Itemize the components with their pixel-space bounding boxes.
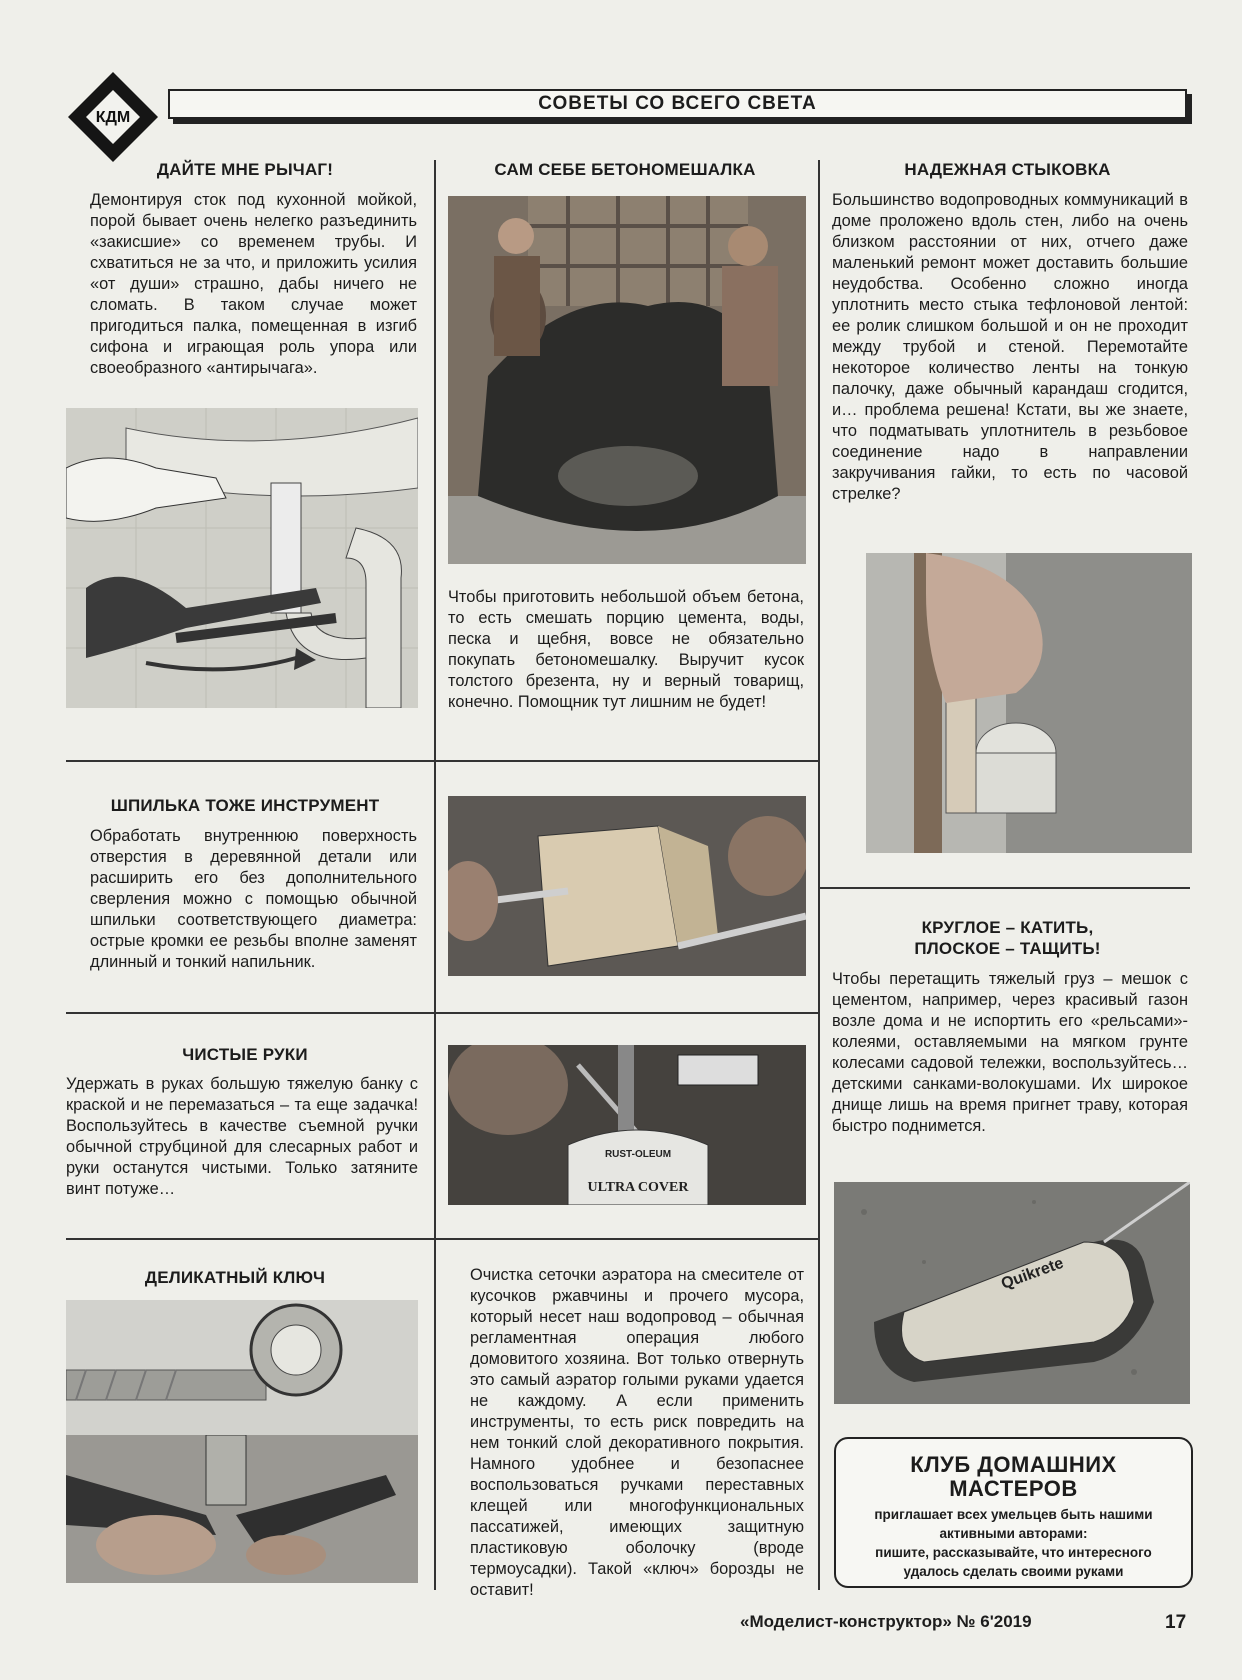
club-text-line3: пишите, рассказывайте, что интересного [875,1545,1152,1560]
club-text-line1: приглашает всех умельцев быть нашими [874,1507,1153,1522]
divider-rule [66,760,818,762]
article-title-clean-hands: ЧИСТЫЕ РУКИ [182,1045,308,1064]
paint-can-line: ULTRA COVER [587,1180,689,1195]
divider-rule [818,887,1190,889]
concrete-mixing-photo [448,196,806,564]
column-divider-right [818,160,820,1590]
club-promo-box [834,1437,1193,1588]
pliers-aerator-photo [66,1435,418,1583]
club-title-line1: КЛУБ ДОМАШНИХ [910,1452,1117,1477]
article-body-sled: Чтобы перетащить тяжелый груз – мешок с цементом, например, через красивый газон возле дома и не испортить его «рельсами»-колеями, оставляемыми на мягком грунте колесами садовой тележки, воспользуйтесь… детскими санками-волокушами. Их широкое днище лишь на время пригнет траву, которая быстро поднимется. [832,970,1188,1135]
article-body-joint: Большинство водопроводных коммуникаций в доме проложено вдоль стен, либо на очень близком расстоянии от них, отчего даже маленький ремонт может доставить большие неудобства. Особенно сложно иногда уплотнить место стыка тефлоновой лентой: ее ролик слишком большой и он не проходит между трубой и стеной. Перемотайте некоторое количество ленты на тонкую палочку, даже обычный карандаш сгодится, и… проблема решена! Кстати, вы же знаете, что подматывать уплотнитель в резьбовое соединение надо в направлении закручивания гайки, то есть по часовой стрелке? [832,191,1188,503]
bag-brand: Quikrete [999,1254,1066,1293]
article-title-stud: ШПИЛЬКА ТОЖЕ ИНСТРУМЕНТ [110,796,380,815]
article-title-lever: ДАЙТЕ МНЕ РЫЧАГ! [156,160,334,179]
paint-can-brand: RUST-OLEUM [604,1149,672,1160]
logo [66,70,160,164]
article-title-joint: НАДЕЖНАЯ СТЫКОВКА [904,160,1111,179]
teflon-tape-photo [866,553,1192,853]
club-text-line4: удалось сделать своими руками [903,1564,1124,1579]
section-title: СОВЕТЫ СО ВСЕГО СВЕТА [538,93,817,114]
club-text-line2: активными авторами: [939,1526,1088,1541]
article-title-sled-1: КРУГЛОЕ – КАТИТЬ, [921,918,1094,937]
logo-text: КДМ [95,109,131,126]
section-header [168,89,1187,119]
aerator-nozzle-photo [66,1300,418,1435]
threaded-rod-photo [448,796,806,976]
article-title-key: ДЕЛИКАТНЫЙ КЛЮЧ [144,1268,326,1287]
column-divider-left [434,160,436,1590]
sink-siphon-illustration [66,408,418,708]
article-body-concrete: Чтобы приготовить небольшой объем бетона, то есть смешать порцию цемента, воды, песка и щебня, вовсе не обязательно покупать бетономешалку. Выручит кусок толстого брезента, ну и верный товарищ, конечно. Помощник тут лишним не будет! [448,588,804,711]
article-body-lever: Демонтируя сток под кухонной мойкой, порой бывает очень нелегко разъединить «закисшие» со временем трубы. И схватиться не за что, и приложить усилия «от души» страшно, дабы ничего не сломать. В таком случае может пригодиться палка, помещенная в изгиб сифона и играющая роль упора или своеобразного «антирычага». [90,191,417,377]
divider-rule [66,1238,818,1240]
footer-magazine: «Моделист-конструктор» № 6'2019 [740,1612,1032,1631]
article-title-sled-2: ПЛОСКОЕ – ТАЩИТЬ! [914,939,1101,958]
sled-cement-bag-photo [834,1182,1190,1404]
paint-can-clamp-photo [448,1045,806,1205]
divider-rule [66,1012,818,1014]
club-title-line2: МАСТЕРОВ [949,1476,1078,1501]
article-body-key: Очистка сеточки аэратора на смесителе от кусочков ржавчины и прочего мусора, который несет наш водопровод – обычная регламентная операция любого домовитого хозяина. Вот только отвернуть это самый аэратор голыми руками удается не каждому. А если применить инструменты, то есть риск повредить на нем тонкий слой декоративного покрытия. Намного удобнее и безопаснее воспользоваться ручками переставных клещей или многофункциональных пассатижей, имеющих защитную пластиковую оболочку (вроде термоусадки). Такой «ключ» борозды не оставит! [470,1266,804,1599]
article-title-concrete: САМ СЕБЕ БЕТОНОМЕШАЛКА [494,160,756,179]
article-body-clean-hands: Удержать в руках большую тяжелую банку с краской и не перемазаться – та еще задачка! Воспользуйтесь в качестве съемной ручки обычной струбциной для слесарных работ и руки останутся чистыми. Только затяните винт потуже… [66,1075,418,1198]
article-body-stud: Обработать внутреннюю поверхность отверстия в деревянной детали или расширить его без дополнительного сверления можно с помощью обычной шпильки соответствующего диаметра: острые кромки ее резьбы вполне заменят длинный и тонкий напильник. [90,827,417,971]
page-number: 17 [1165,1612,1187,1633]
